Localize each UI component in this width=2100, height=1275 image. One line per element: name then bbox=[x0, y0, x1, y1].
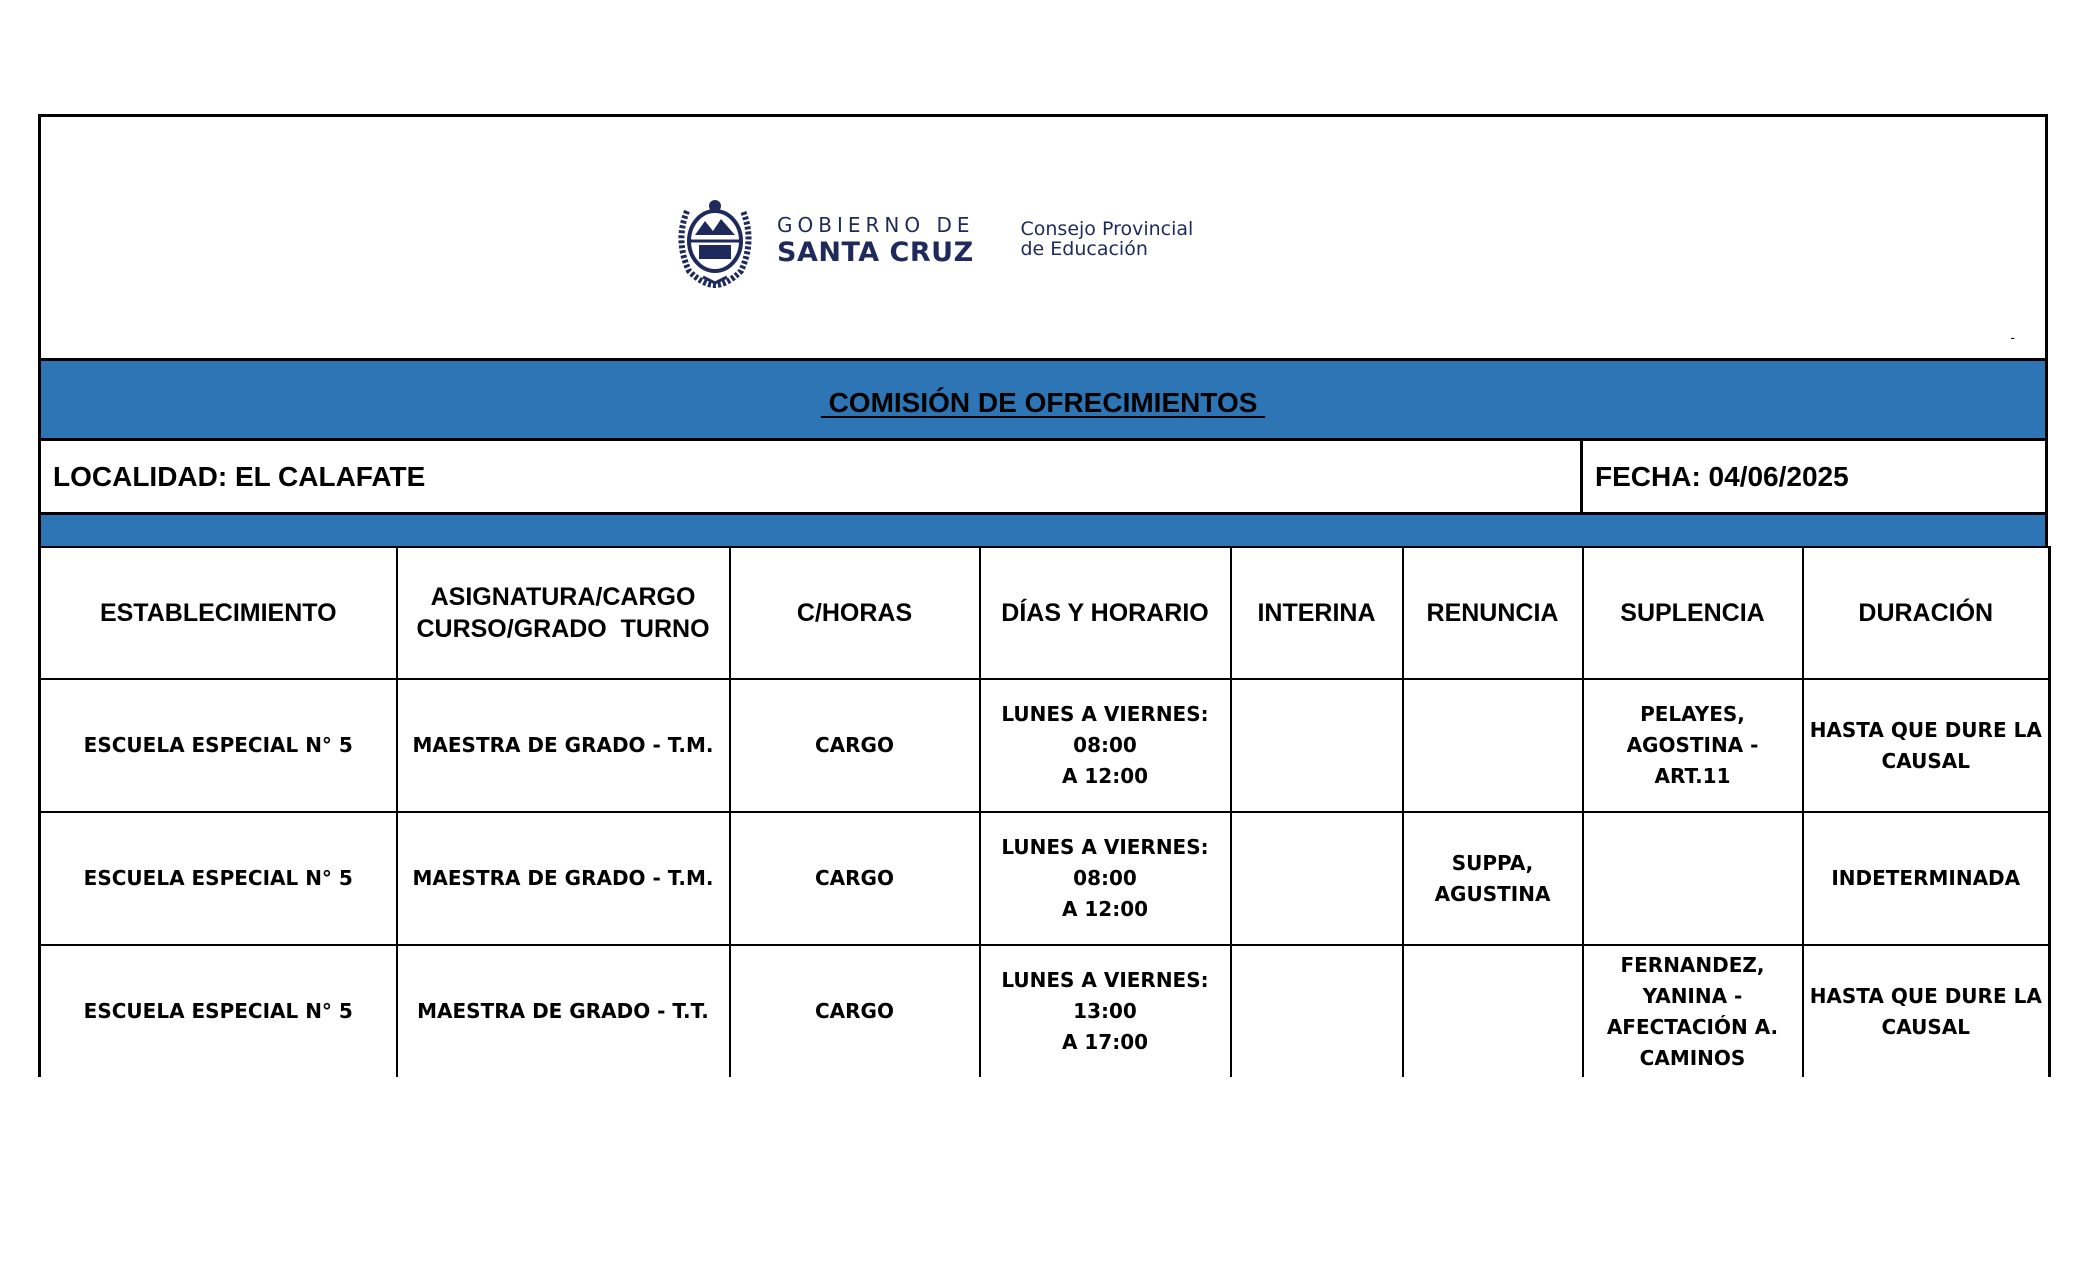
cell-suplencia-line: ART.11 bbox=[1654, 764, 1731, 788]
document-title: COMISIÓN DE OFRECIMIENTOS bbox=[828, 386, 1258, 418]
table-row bbox=[40, 945, 2050, 1077]
gov-line-1: GOBIERNO DE bbox=[777, 212, 975, 237]
table-row bbox=[40, 812, 2050, 945]
corner-mark: - bbox=[2010, 329, 2015, 345]
col-header-renuncia: RENUNCIA bbox=[1403, 547, 1583, 679]
header-logo-block bbox=[38, 114, 2048, 358]
cell-suplencia-line: YANINA - bbox=[1642, 983, 1743, 1008]
cell-duracion bbox=[1803, 679, 2050, 812]
cell-dias-line: LUNES A VIERNES: 08:00 bbox=[1001, 835, 1209, 890]
table-row bbox=[40, 679, 2050, 812]
col-header-interina: INTERINA bbox=[1231, 547, 1403, 679]
cell-dias-line: A 17:00 bbox=[1061, 1030, 1149, 1054]
cell-establecimiento: ESCUELA ESPECIAL N° 5 bbox=[40, 812, 397, 945]
offers-table bbox=[38, 546, 2051, 1077]
col-header-duracion: DURACIÓN bbox=[1803, 547, 2050, 679]
cell-dias-line: LUNES A VIERNES: 08:00 bbox=[1001, 702, 1209, 757]
cell-establecimiento: ESCUELA ESPECIAL N° 5 bbox=[40, 945, 397, 1077]
col-header-asignatura bbox=[397, 547, 730, 679]
title-band bbox=[38, 358, 2048, 441]
cell-duracion bbox=[1803, 945, 2050, 1077]
gov-line-2: SANTA CRUZ bbox=[777, 236, 974, 268]
cell-horas: CARGO bbox=[730, 679, 980, 812]
cell-suplencia bbox=[1583, 812, 1803, 945]
logo bbox=[669, 191, 1193, 289]
locality-row bbox=[38, 441, 2048, 515]
col-header-establecimiento: ESTABLECIMIENTO bbox=[40, 547, 397, 679]
cell-establecimiento: ESCUELA ESPECIAL N° 5 bbox=[40, 679, 397, 812]
table-header-row bbox=[40, 547, 2050, 679]
cell-duracion-line: CAUSAL bbox=[1881, 748, 1970, 773]
col-header-asignatura-line-2: CURSO/GRADO TURNO bbox=[416, 615, 710, 643]
cell-horas: CARGO bbox=[730, 812, 980, 945]
locality-label: LOCALIDAD: EL CALAFATE bbox=[41, 441, 1583, 512]
cell-asignatura: MAESTRA DE GRADO - T.T. bbox=[397, 945, 730, 1077]
col-header-suplencia: SUPLENCIA bbox=[1583, 547, 1803, 679]
col-header-asignatura-line-1: ASIGNATURA/CARGO bbox=[430, 582, 696, 611]
cell-suplencia-line: FERNANDEZ, bbox=[1620, 952, 1765, 977]
government-wordmark bbox=[777, 212, 975, 268]
spacer-band bbox=[38, 515, 2048, 546]
cell-renuncia-line: AGUSTINA bbox=[1434, 881, 1551, 906]
cell-interina bbox=[1231, 945, 1403, 1077]
cell-duracion-line: CAUSAL bbox=[1881, 1014, 1970, 1039]
document-sheet bbox=[38, 114, 2048, 1077]
cell-duracion-line: INDETERMINADA bbox=[1831, 866, 2021, 890]
cell-dias bbox=[980, 945, 1231, 1077]
provincial-seal-icon bbox=[669, 191, 761, 289]
cell-renuncia bbox=[1403, 812, 1583, 945]
cell-dias-line: A 12:00 bbox=[1061, 897, 1149, 921]
cell-suplencia bbox=[1583, 945, 1803, 1077]
cell-renuncia-line: SUPPA, bbox=[1451, 850, 1534, 875]
date-label: FECHA: 04/06/2025 bbox=[1595, 460, 1849, 492]
cell-interina bbox=[1231, 812, 1403, 945]
cell-dias-line: LUNES A VIERNES: 13:00 bbox=[1001, 968, 1209, 1023]
col-header-horas: C/HORAS bbox=[730, 547, 980, 679]
cell-duracion-line: HASTA QUE DURE LA bbox=[1809, 717, 2042, 742]
cell-duracion bbox=[1803, 812, 2050, 945]
cell-asignatura: MAESTRA DE GRADO - T.M. bbox=[397, 679, 730, 812]
cell-suplencia-line: AFECTACIÓN A. bbox=[1606, 1014, 1779, 1039]
cell-interina bbox=[1231, 679, 1403, 812]
cell-horas: CARGO bbox=[730, 945, 980, 1077]
council-line-2: de Educación bbox=[1020, 238, 1148, 260]
cell-asignatura: MAESTRA DE GRADO - T.M. bbox=[397, 812, 730, 945]
cell-dias bbox=[980, 812, 1231, 945]
cell-dias bbox=[980, 679, 1231, 812]
cell-duracion-line: HASTA QUE DURE LA bbox=[1809, 983, 2042, 1008]
council-line-1: Consejo Provincial bbox=[1020, 218, 1194, 241]
cell-suplencia bbox=[1583, 679, 1803, 812]
cell-suplencia-line: CAMINOS bbox=[1639, 1045, 1746, 1070]
cell-renuncia bbox=[1403, 679, 1583, 812]
cell-suplencia-line: PELAYES, AGOSTINA - bbox=[1626, 702, 1759, 757]
cell-dias-line: A 12:00 bbox=[1061, 764, 1149, 788]
cell-renuncia bbox=[1403, 945, 1583, 1077]
council-name bbox=[1021, 220, 1194, 260]
col-header-dias: DÍAS Y HORARIO bbox=[980, 547, 1231, 679]
